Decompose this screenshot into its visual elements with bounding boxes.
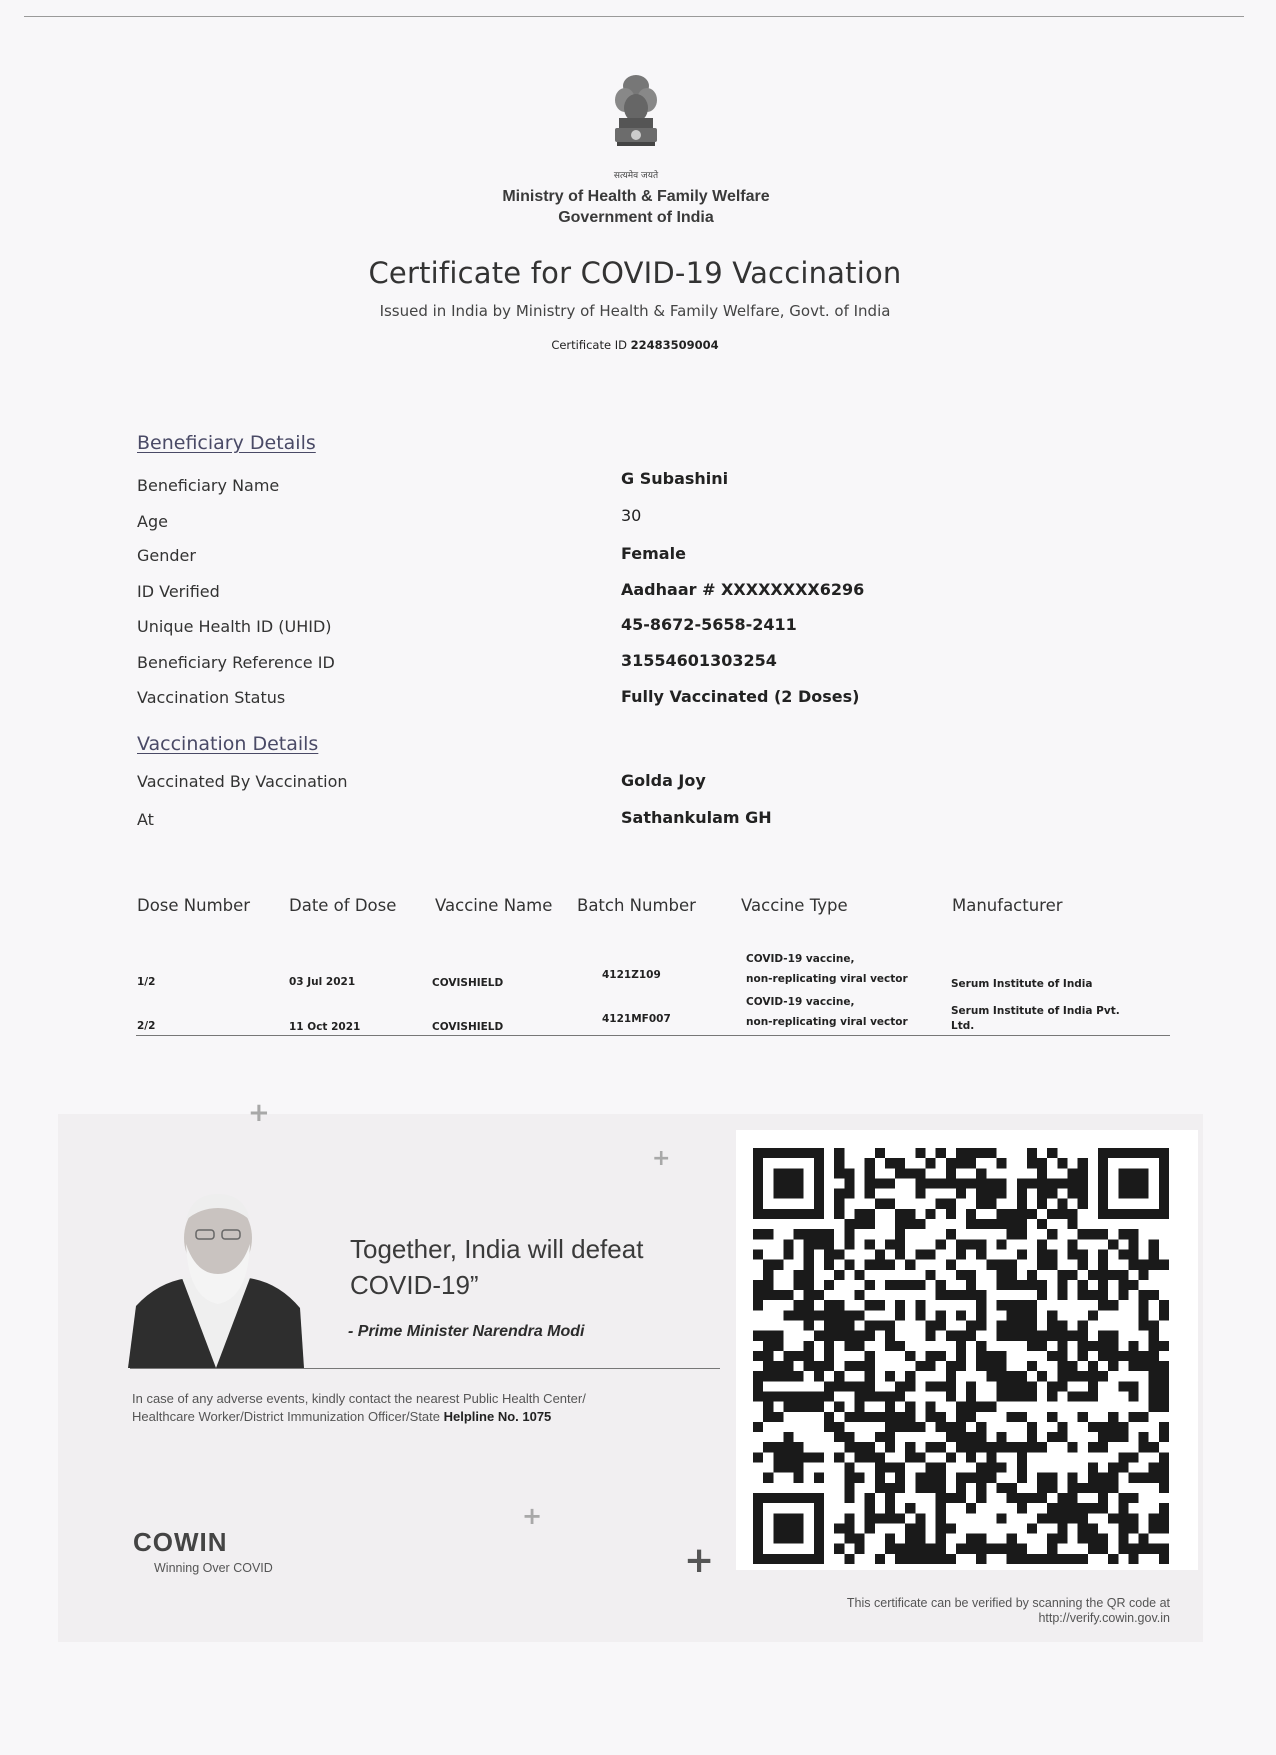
age-label: Age [137,512,168,531]
reference-id-label: Beneficiary Reference ID [137,653,335,672]
gender-value: Female [621,544,686,563]
table-divider [136,1035,1170,1036]
column-header: Manufacturer [952,896,1063,915]
plus-icon: + [684,1540,715,1581]
beneficiary-details-heading: Beneficiary Details [137,432,316,454]
column-header: Batch Number [577,896,696,915]
issued-by: Issued in India by Ministry of Health & Family Welfare, Govt. of India [379,302,891,320]
vaccination-at-value: Sathankulam GH [621,808,772,827]
helpline: Helpline No. 1075 [443,1409,552,1424]
reference-id-value: 31554601303254 [621,651,777,670]
batch-number: 4121Z109 [602,969,661,981]
column-header: Date of Dose [289,896,397,915]
vaccination-at-label: At [137,810,154,829]
plus-icon: + [248,1098,270,1128]
certificate-id: Certificate ID 22483509004 [551,338,719,352]
dose-number: 2/2 [137,1020,156,1032]
age-value: 30 [621,506,642,525]
dose-date: 11 Oct 2021 [289,1021,361,1033]
emblem-motto: सत्यमेव जयते [613,171,659,181]
vaccinated-by-label: Vaccinated By Vaccination [137,772,348,791]
quote-attribution: - Prime Minister Narendra Modi [348,1323,585,1340]
plus-icon: + [652,1146,671,1171]
vaccine-name: COVISHIELD [432,977,504,989]
adverse-events-notice: In case of any adverse events, kindly contact the nearest Public Health Center/ Healthcare Worker/District Immunization Officer/State Helpline No. 1075 [132,1391,586,1424]
column-header: Dose Number [137,896,251,915]
cowin-tagline: Winning Over COVID [154,1561,273,1575]
banner-divider [130,1368,720,1369]
vaccination-status-label: Vaccination Status [137,688,286,707]
ministry-name: Ministry of Health & Family Welfare Government of India [502,188,770,226]
beneficiary-name-value: G Subashini [621,469,729,488]
dose-number: 1/2 [137,976,156,988]
vaccinated-by-value: Golda Joy [621,771,706,790]
vaccination-status-value: Fully Vaccinated (2 Doses) [621,687,860,706]
manufacturer: Serum Institute of India [951,978,1093,990]
gender-label: Gender [137,546,196,565]
uhid-value: 45-8672-5658-2411 [621,615,797,634]
id-verified-label: ID Verified [137,582,220,601]
uhid-label: Unique Health ID (UHID) [137,617,332,636]
prime-minister-photo [128,1186,304,1368]
dose-date: 03 Jul 2021 [289,976,356,988]
vaccine-name: COVISHIELD [432,1021,504,1033]
vaccine-type: COVID-19 vaccine, non-replicating viral vector [746,996,908,1028]
vaccination-details-heading: Vaccination Details [137,733,319,755]
vaccine-type: COVID-19 vaccine, non-replicating viral vector [746,953,908,985]
verification-note: This certificate can be verified by scanning the QR code at http://verify.cowin.gov.in [846,1596,1170,1625]
state-emblem-icon [605,72,667,180]
cowin-logo: COWIN [133,1527,228,1557]
column-header: Vaccine Type [741,896,848,915]
page-title: Certificate for COVID-19 Vaccination [368,256,902,290]
beneficiary-name-label: Beneficiary Name [137,476,280,495]
id-verified-value: Aadhaar # XXXXXXXX6296 [621,580,865,599]
column-header: Vaccine Name [435,896,553,915]
batch-number: 4121MF007 [602,1013,671,1025]
plus-icon: + [522,1502,543,1530]
qr-code[interactable] [750,1148,1172,1564]
manufacturer: Serum Institute of India Pvt. Ltd. [951,1005,1120,1032]
top-divider [24,16,1244,17]
quote: Together, India will defeat COVID-19” [350,1234,644,1300]
